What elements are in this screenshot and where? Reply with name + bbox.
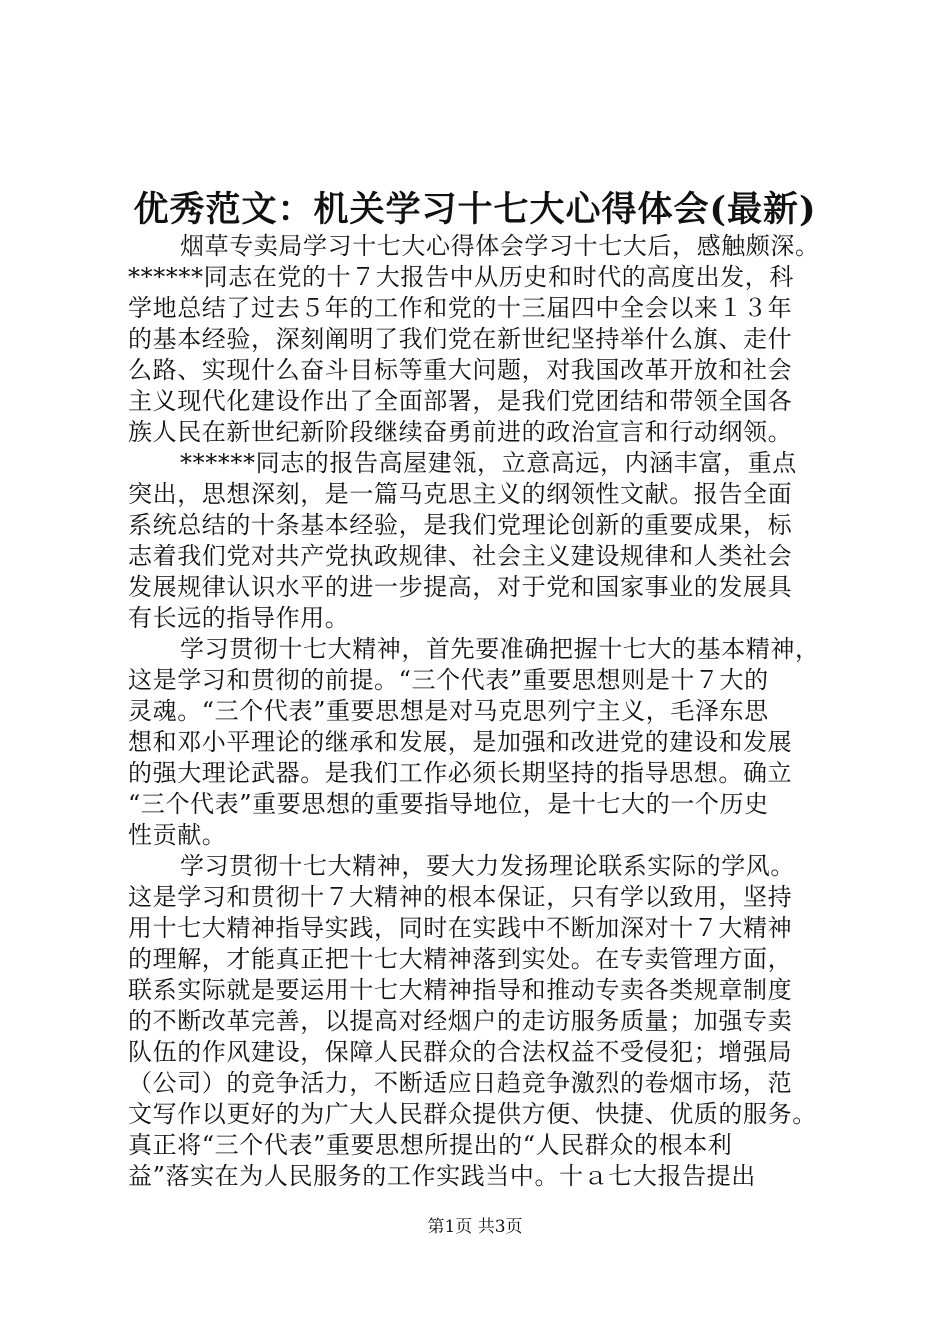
paragraph-4-line: 队伍的作风建设，保障人民群众的合法权益不受侵犯；增强局 [128, 1038, 793, 1066]
paragraph-2-line: 突出，思想深刻，是一篇马克思主义的纲领性文献。报告全面 [128, 480, 793, 508]
paragraph-3-line: 灵魂。“三个代表”重要思想是对马克思列宁主义，毛泽东思 [128, 697, 769, 725]
paragraph-1-line: 的基本经验，深刻阐明了我们党在新世纪坚持举什么旗、走什 [128, 325, 793, 353]
paragraph-3-line: 的强大理论武器。是我们工作必须长期坚持的指导思想。确立 [128, 759, 793, 787]
paragraph-1-line: 么路、实现什么奋斗目标等重大问题，对我国改革开放和社会 [128, 356, 793, 384]
paragraph-4-line: 这是学习和贯彻十７大精神的根本保证，只有学以致用，坚持 [128, 883, 793, 911]
page-number-footer: 第1页 共3页 [427, 1217, 523, 1237]
paragraph-3-line: 性贡献。 [128, 821, 227, 849]
paragraph-3-line: “三个代表”重要思想的重要指导地位，是十七大的一个历史 [128, 790, 769, 818]
paragraph-4-line: 的理解，才能真正把十七大精神落到实处。在专卖管理方面， [128, 945, 793, 973]
paragraph-1-line: 族人民在新世纪新阶段继续奋勇前进的政治宣言和行动纲领。 [128, 418, 793, 446]
paragraph-2-line: 系统总结的十条基本经验，是我们党理论创新的重要成果，标 [128, 511, 793, 539]
paragraph-3-line: 学习贯彻十七大精神，首先要准确把握十七大的基本精神， [180, 635, 820, 663]
paragraph-3-line: 想和邓小平理论的继承和发展，是加强和改进党的建设和发展 [128, 728, 793, 756]
paragraph-4-line: 文写作以更好的为广大人民群众提供方便、快捷、优质的服务。 [128, 1100, 817, 1128]
document-title: 优秀范文：机关学习十七大心得体会(最新) [133, 189, 817, 230]
paragraph-2-line: ******同志的报告高屋建瓴，立意高远，内涵丰富，重点 [180, 449, 797, 477]
paragraph-4-line: 用十七大精神指导实践，同时在实践中不断加深对十７大精神 [128, 914, 793, 942]
document-body [128, 231, 828, 1192]
paragraph-1-line: 主义现代化建设作出了全面部署，是我们党团结和带领全国各 [128, 387, 793, 415]
paragraph-1-line: ******同志在党的十７大报告中从历史和时代的高度出发，科 [128, 263, 794, 291]
paragraph-3-line: 这是学习和贯彻的前提。“三个代表”重要思想则是十７大的 [128, 666, 769, 694]
paragraph-2-line: 发展规律认识水平的进一步提高，对于党和国家事业的发展具 [128, 573, 793, 601]
paragraph-4-line: 真正将“三个代表”重要思想所提出的“人民群众的根本利 [128, 1131, 733, 1159]
paragraph-4-line: 的不断改革完善，以提高对经烟户的走访服务质量；加强专卖 [128, 1007, 793, 1035]
paragraph-4-line: 益”落实在为人民服务的工作实践当中。十ａ七大报告提出 [128, 1162, 756, 1190]
paragraph-1-line: 学地总结了过去５年的工作和党的十三届四中全会以来１３年 [128, 294, 793, 322]
paragraph-4-line: （公司）的竞争活力，不断适应日趋竞争激烈的卷烟市场，范 [128, 1069, 793, 1097]
paragraph-2-line: 有长远的指导作用。 [128, 604, 350, 632]
paragraph-2-line: 志着我们党对共产党执政规律、社会主义建设规律和人类社会 [128, 542, 793, 570]
paragraph-4-line: 联系实际就是要运用十七大精神指导和推动专卖各类规章制度 [128, 976, 793, 1004]
paragraph-4-line: 学习贯彻十七大精神，要大力发扬理论联系实际的学风。 [180, 852, 795, 880]
paragraph-1-line: 烟草专卖局学习十七大心得体会学习十七大后，感触颇深。 [180, 232, 820, 260]
